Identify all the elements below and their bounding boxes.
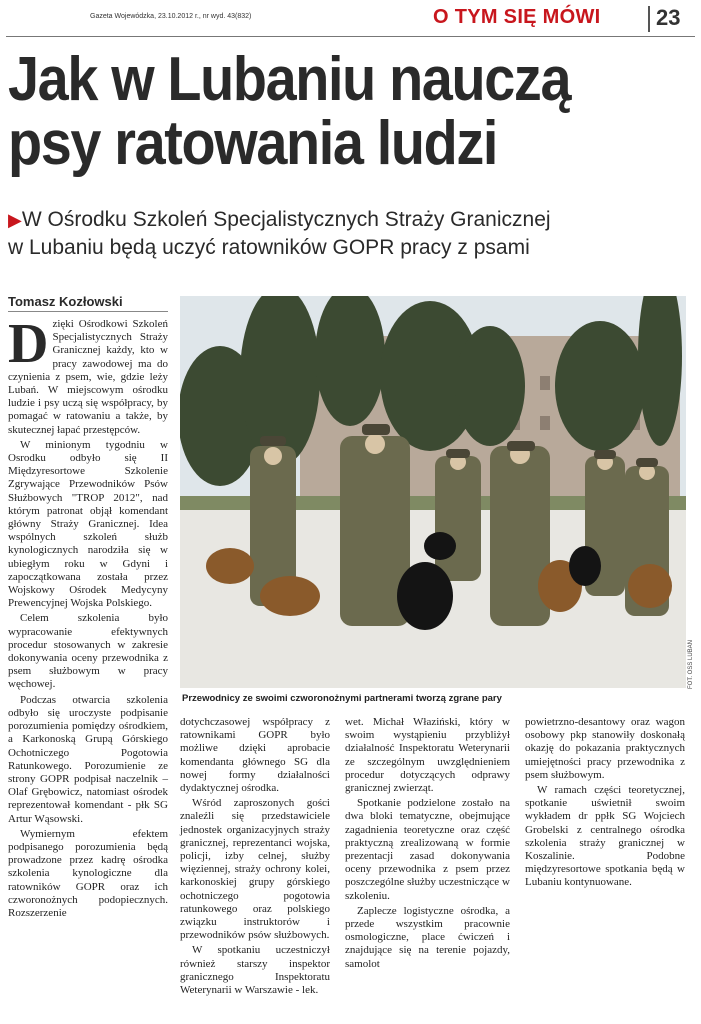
photo-credit: FOT. OSS LUBAŃ [688,640,694,690]
paragraph: W minionym tygodniu w Osrodku odbyło się II Międzyresortowe Szkolenie Zgrywające Przewodników Psów Służbowych "TROP 2012", nad którym patronat objął komendant główny Straży Granicznej. Idea wspólnych szkoleń służb kynologicznych narodziła się w ubiegłym roku w Gdyni i zapoczątkowana została przez Wojskowy Ośrodek Medycyny Prewencyjnej Wojska Polskiego. [8,438,168,610]
page-number: 23 [656,5,681,30]
paragraph: zięki Ośrodkowi Szkoleń Specjalistycznych Straży Granicznej każdy, kto w pracy zawodowej ma do czynienia z psem, wie, gdzie leży Lubań. W miejscowym ośrodku ludzie i psy uczą się współpracy, by pomagać w ratowaniu a także, by skutecznej łapać przestępców. [8,318,168,436]
article-column-3 [345,716,510,971]
paragraph: Wśród zaproszonych gości znaleźli się przedstawiciele jednostek organizacyjnych straży granicznej, reprezentanci wojska, policji, izby celnej, służby więziennej, straży ochrony kolei, karkonoskiej grupy górskiego ochotniczego pogotowia ratunkowego oraz polskiego związku instruktorów i przewodników psów służbowych. [180,797,330,942]
paragraph: Zaplecze logistyczne ośrodka, a przede wszystkim pracownie osmologiczne, place ćwiczeń i znajdujące się na terenie pojazdy, samolot [345,904,510,970]
headline-line-1: Jak w Lubaniu nauczą [8,45,571,114]
photo-caption: Przewodnicy ze swoimi czworonożnymi partnerami tworzą zgrane pary [182,693,502,704]
headline-line-2: psy ratowania ludzi [8,109,498,178]
paragraph: Celem szkolenia było wypracowanie efektywnych procedur stosowanych w zakresie dokonywania oceny przewodnika z psem służbowym w pracy węchowej. [8,612,168,691]
section-title: O TYM SIĘ MÓWI [433,6,601,28]
photo-illustration [180,296,686,688]
article-column-2 [180,716,330,997]
paragraph: wet. Michał Właziński, który w swoim wystąpieniu przybliżył działalność Inspektoratu Weterynarii ze szczególnym uwzględnieniem procedur dotyczących odprawy granicznej zwierząt. [345,716,510,795]
article-column-4 [525,716,685,890]
paragraph: W ramach części teoretycznej, spotkanie uświetnił swoim wykładem dr ppłk SG Wojciech Grobelski z centralnego ośrodka szkolenia straży granicznej w Koszalinie. Podobne międzyresortowe spotkania będą w Lubaniu kontynuowane. [525,784,685,889]
lead-line-1: W Ośrodku Szkoleń Specjalistycznych Straży Granicznej [21,208,551,231]
paragraph: Wymiernym efektem podpisanego porozumienia będą prowadzone przez kadrę ośrodka szkolenia kynologiczne dla ratowników GOPR oraz ich czworonożnych podopiecznych. Rozszerzenie [8,827,168,919]
header-divider [648,6,650,32]
arrow-icon: ▶ [8,210,22,230]
lead-line-2: w Lubaniu będą uczyć ratowników GOPR pracy z psami [8,236,530,259]
drop-cap: D [8,313,49,375]
paragraph: Spotkanie podzielone zostało na dwa bloki tematyczne, obejmujące zagadnienia teoretyczne oraz część praktyczną zrealizowaną w formie prezentacji zasad dokonywania oceny przewodnika z psem przez poszczególne służby uczestniczące w szkoleniu. [345,797,510,902]
headline [8,45,629,178]
article-photo [180,296,686,688]
header-rule [6,36,695,37]
page-header [0,0,701,36]
paragraph: W spotkaniu uczestniczył również starszy inspektor granicznego Inspektoratu Weterynarii w Warszawie - lek. [180,944,330,997]
paragraph: Podczas otwarcia szkolenia odbyło się uroczyste podpisanie porozumienia pomiędzy ośrodkiem, a Karkonoską Grupą Górskiego Ochotniczego Pogotowia Ratunkowego. Porozumienie ze strony GOPR podpisał naczelnik – Olaf Grębowicz, natomiast ośrodek reprezentował komendant - płk SG Artur Wąsowski. [8,693,168,825]
lead [8,206,698,262]
author-byline: Tomasz Kozłowski [8,294,123,309]
publication-meta: Gazeta Wojewódzka, 23.10.2012 r., nr wyd. 43(832) [90,13,252,20]
paragraph: dotychczasowej współpracy z ratownikami GOPR było możliwe dzięki aprobacie komendanta głównego SG dla nowej formy działalności dydaktycznej ośrodka. [180,716,330,795]
article-column-1 [8,313,168,920]
byline-rule [8,311,168,312]
paragraph: powietrzno-desantowy oraz wagon osobowy pkp stanowiły doskonałą okazję do pokazania praktycznych umiejętności pracy przewodnika z psem służbowym. [525,716,685,781]
